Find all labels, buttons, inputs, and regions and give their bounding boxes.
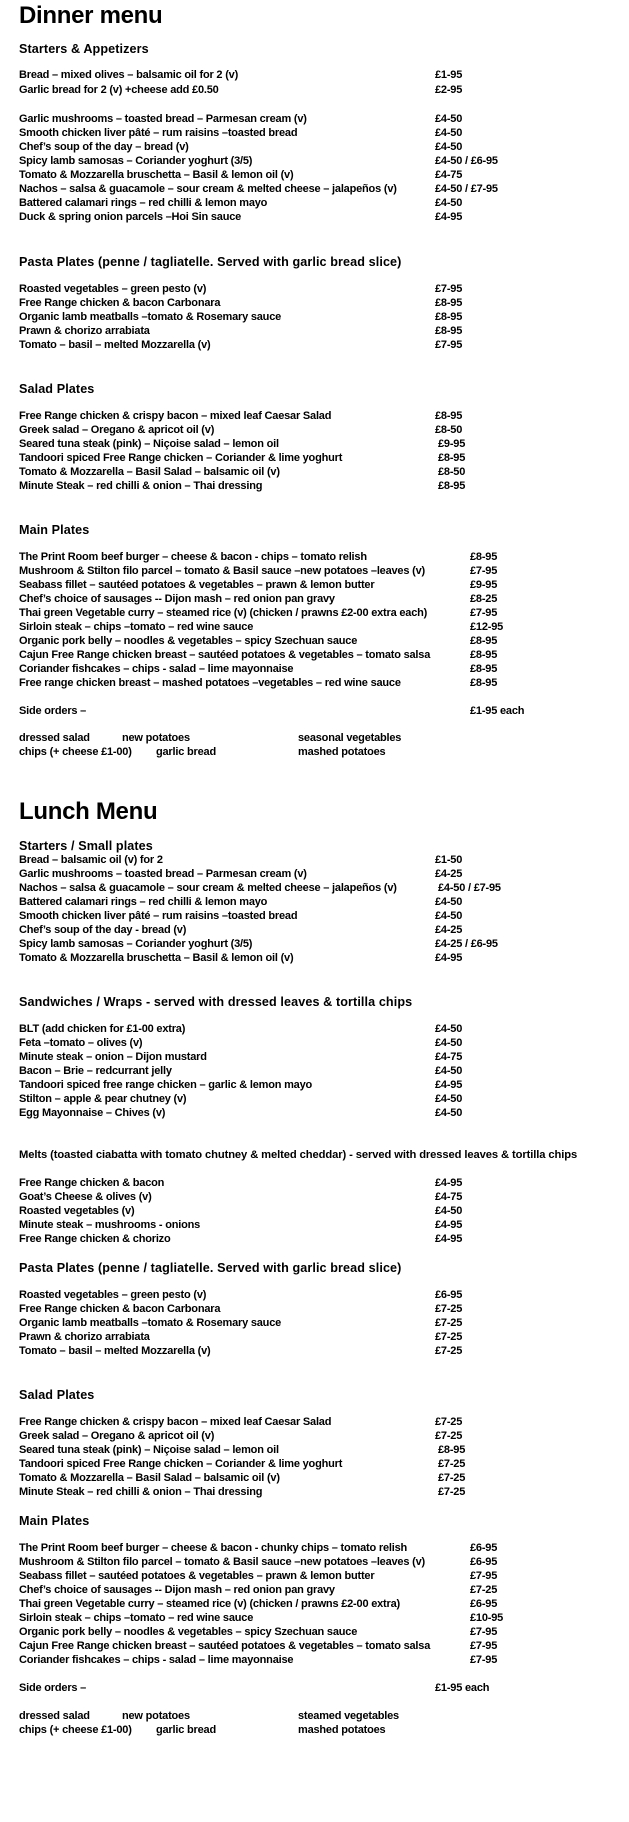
lunch-starters-item-price: £4-25 (435, 924, 463, 936)
lunch-salad-heading: Salad Plates (19, 1388, 95, 1402)
dinner-side-item: dressed salad (19, 732, 90, 744)
lunch-sandwiches-item-name: Bacon – Brie – redcurrant jelly (19, 1065, 172, 1077)
lunch-sandwiches-item-name: Stilton – apple & pear chutney (v) (19, 1093, 187, 1105)
lunch-pasta-item-name: Roasted vegetables – green pesto (v) (19, 1289, 207, 1301)
dinner-side-item: seasonal vegetables (298, 732, 402, 744)
lunch-sandwiches-heading: Sandwiches / Wraps - served with dressed leaves & tortilla chips (19, 995, 413, 1009)
lunch-melts-item-name: Roasted vegetables (v) (19, 1205, 135, 1217)
lunch-melts-item-price: £4-95 (435, 1219, 463, 1231)
lunch-pasta-item-name: Organic lamb meatballs –tomato & Rosemary sauce (19, 1317, 282, 1329)
dinner-main-item-name: Chef’s choice of sausages -- Dijon mash – red onion pan gravy (19, 593, 335, 605)
dinner-side-item: new potatoes (122, 732, 190, 744)
dinner-starters-item-name: Smooth chicken liver pâté – rum raisins –toasted bread (19, 127, 298, 139)
dinner-starters-item-name: Tomato & Mozzarella bruschetta – Basil & lemon oil (v) (19, 169, 294, 181)
lunch-sandwiches-item-name: Minute steak – onion – Dijon mustard (19, 1051, 207, 1063)
lunch-side-item: new potatoes (122, 1710, 190, 1722)
dinner-main-item-price: £12-95 (470, 621, 504, 633)
lunch-main-item-price: £6-95 (470, 1598, 498, 1610)
lunch-main-item-price: £6-95 (470, 1542, 498, 1554)
lunch-starters-item-price: £1-50 (435, 854, 463, 866)
lunch-side-orders-label: Side orders – (19, 1682, 87, 1694)
lunch-starters-item-price: £4-50 / £7-95 (438, 882, 501, 894)
lunch-starters-item-price: £4-25 (435, 868, 463, 880)
lunch-main-item-price: £7-95 (470, 1570, 498, 1582)
lunch-starters-item-name: Nachos – salsa & guacamole – sour cream & melted cheese – jalapeños (v) (19, 882, 397, 894)
dinner-pasta-item-price: £7-95 (435, 339, 463, 351)
lunch-main-item-name: The Print Room beef burger – cheese & bacon - chunky chips – tomato relish (19, 1542, 408, 1554)
dinner-main-item-price: £8-95 (470, 649, 498, 661)
lunch-melts-item-price: £4-75 (435, 1191, 463, 1203)
dinner-main-item-price: £8-95 (470, 551, 498, 563)
dinner-main-item-price: £8-95 (470, 635, 498, 647)
dinner-main-item-price: £7-95 (470, 607, 498, 619)
dinner-salad-heading: Salad Plates (19, 382, 95, 396)
dinner-starters-item-name: Garlic mushrooms – toasted bread – Parmesan cream (v) (19, 113, 307, 125)
lunch-pasta-item-price: £7-25 (435, 1317, 463, 1329)
lunch-starters-item-name: Battered calamari rings – red chilli & lemon mayo (19, 896, 268, 908)
lunch-side-orders-price: £1-95 each (435, 1682, 490, 1694)
lunch-starters-item-name: Chef’s soup of the day - bread (v) (19, 924, 187, 936)
lunch-starters-item-price: £4-25 / £6-95 (435, 938, 498, 950)
lunch-pasta-item-price: £6-95 (435, 1289, 463, 1301)
dinner-pasta-item-name: Organic lamb meatballs –tomato & Rosemary sauce (19, 311, 282, 323)
dinner-main-item-name: Mushroom & Stilton filo parcel – tomato & Basil sauce –new potatoes –leaves (v) (19, 565, 425, 577)
dinner-main-item-price: £8-95 (470, 663, 498, 675)
lunch-sandwiches-item-price: £4-75 (435, 1051, 463, 1063)
lunch-salad-item-price: £7-25 (438, 1486, 466, 1498)
lunch-side-item: chips (+ cheese £1-00) (19, 1724, 132, 1736)
lunch-side-item: steamed vegetables (298, 1710, 399, 1722)
dinner-main-item-name: Seabass fillet – sautéed potatoes & vegetables – prawn & lemon butter (19, 579, 375, 591)
lunch-main-item-name: Sirloin steak – chips –tomato – red wine sauce (19, 1612, 254, 1624)
dinner-starters-item-price: £4-50 (435, 127, 463, 139)
dinner-starters-item-price: £4-50 (435, 197, 463, 209)
dinner-pasta-item-name: Free Range chicken & bacon Carbonara (19, 297, 221, 309)
dinner-starters-heading: Starters & Appetizers (19, 42, 149, 56)
dinner-salad-item-name: Minute Steak – red chilli & onion – Thai dressing (19, 480, 263, 492)
dinner-pasta-item-price: £8-95 (435, 325, 463, 337)
lunch-starters-heading: Starters / Small plates (19, 839, 153, 853)
dinner-salad-item-price: £8-95 (438, 452, 466, 464)
lunch-salad-item-price: £7-25 (435, 1430, 463, 1442)
lunch-main-item-price: £7-25 (470, 1584, 498, 1596)
dinner-main-item-name: Organic pork belly – noodles & vegetables – spicy Szechuan sauce (19, 635, 358, 647)
lunch-main-item-name: Thai green Vegetable curry – steamed rice (v) (chicken / prawns £2-00 extra) (19, 1598, 400, 1610)
dinner-salad-item-name: Free Range chicken & crispy bacon – mixed leaf Caesar Salad (19, 410, 332, 422)
dinner-side-orders-label: Side orders – (19, 705, 87, 717)
lunch-main-item-name: Seabass fillet – sautéed potatoes & vegetables – prawn & lemon butter (19, 1570, 375, 1582)
dinner-starters-item-price: £1-95 (435, 69, 463, 81)
lunch-melts-item-price: £4-95 (435, 1233, 463, 1245)
lunch-melts-heading: Melts (toasted ciabatta with tomato chutney & melted cheddar) - served with dressed leaves & tortilla chips (19, 1149, 578, 1161)
dinner-main-item-name: Sirloin steak – chips –tomato – red wine sauce (19, 621, 254, 633)
dinner-pasta-item-name: Roasted vegetables – green pesto (v) (19, 283, 207, 295)
dinner-starters-item-name: Garlic bread for 2 (v) +cheese add £0.50 (19, 84, 219, 96)
lunch-starters-item-price: £4-95 (435, 952, 463, 964)
lunch-salad-item-price: £8-95 (438, 1444, 466, 1456)
dinner-salad-item-price: £8-95 (435, 410, 463, 422)
lunch-salad-item-price: £7-25 (435, 1416, 463, 1428)
dinner-starters-item-price: £4-75 (435, 169, 463, 181)
lunch-melts-item-name: Free Range chicken & chorizo (19, 1233, 171, 1245)
dinner-starters-item-price: £4-50 (435, 113, 463, 125)
lunch-pasta-item-price: £7-25 (435, 1345, 463, 1357)
dinner-starters-item-name: Duck & spring onion parcels –Hoi Sin sauce (19, 211, 242, 223)
dinner-main-item-price: £9-95 (470, 579, 498, 591)
dinner-salad-item-name: Tandoori spiced Free Range chicken – Coriander & lime yoghurt (19, 452, 343, 464)
lunch-starters-item-name: Bread – balsamic oil (v) for 2 (19, 854, 163, 866)
lunch-sandwiches-item-price: £4-50 (435, 1065, 463, 1077)
lunch-salad-item-name: Free Range chicken & crispy bacon – mixed leaf Caesar Salad (19, 1416, 332, 1428)
dinner-main-item-name: Thai green Vegetable curry – steamed rice (v) (chicken / prawns £2-00 extra each) (19, 607, 428, 619)
lunch-sandwiches-item-name: Tandoori spiced free range chicken – garlic & lemon mayo (19, 1079, 313, 1091)
lunch-main-item-price: £6-95 (470, 1556, 498, 1568)
lunch-starters-item-price: £4-50 (435, 896, 463, 908)
lunch-menu-title: Lunch Menu (19, 798, 158, 825)
dinner-side-item: chips (+ cheese £1-00) (19, 746, 132, 758)
lunch-main-heading: Main Plates (19, 1514, 90, 1528)
lunch-sandwiches-item-name: BLT (add chicken for £1-00 extra) (19, 1023, 186, 1035)
lunch-sandwiches-item-price: £4-95 (435, 1079, 463, 1091)
lunch-pasta-item-name: Free Range chicken & bacon Carbonara (19, 1303, 221, 1315)
lunch-main-item-name: Coriander fishcakes – chips - salad – lime mayonnaise (19, 1654, 294, 1666)
dinner-starters-item-price: £4-50 / £6-95 (435, 155, 498, 167)
dinner-main-heading: Main Plates (19, 523, 90, 537)
lunch-main-item-price: £7-95 (470, 1654, 498, 1666)
dinner-main-item-name: Free range chicken breast – mashed potatoes –vegetables – red wine sauce (19, 677, 401, 689)
lunch-pasta-item-price: £7-25 (435, 1331, 463, 1343)
dinner-main-item-name: The Print Room beef burger – cheese & bacon - chips – tomato relish (19, 551, 367, 563)
lunch-sandwiches-item-price: £4-50 (435, 1037, 463, 1049)
dinner-pasta-item-price: £8-95 (435, 311, 463, 323)
lunch-salad-item-name: Minute Steak – red chilli & onion – Thai dressing (19, 1486, 263, 1498)
dinner-salad-item-name: Tomato & Mozzarella – Basil Salad – balsamic oil (v) (19, 466, 280, 478)
dinner-starters-item-name: Chef’s soup of the day – bread (v) (19, 141, 189, 153)
lunch-main-item-price: £10-95 (470, 1612, 504, 1624)
lunch-side-item: mashed potatoes (298, 1724, 386, 1736)
lunch-sandwiches-item-price: £4-50 (435, 1107, 463, 1119)
lunch-sandwiches-item-price: £4-50 (435, 1023, 463, 1035)
dinner-starters-item-name: Nachos – salsa & guacamole – sour cream & melted cheese – jalapeños (v) (19, 183, 397, 195)
lunch-sandwiches-item-price: £4-50 (435, 1093, 463, 1105)
lunch-melts-item-name: Goat’s Cheese & olives (v) (19, 1191, 152, 1203)
lunch-pasta-item-price: £7-25 (435, 1303, 463, 1315)
lunch-main-item-name: Cajun Free Range chicken breast – sautéed potatoes & vegetables – tomato salsa (19, 1640, 431, 1652)
lunch-side-item: garlic bread (156, 1724, 216, 1736)
lunch-starters-item-name: Smooth chicken liver pâté – rum raisins –toasted bread (19, 910, 298, 922)
dinner-starters-item-price: £2-95 (435, 84, 463, 96)
lunch-starters-item-name: Tomato & Mozzarella bruschetta – Basil & lemon oil (v) (19, 952, 294, 964)
dinner-main-item-price: £8-95 (470, 677, 498, 689)
lunch-starters-item-name: Garlic mushrooms – toasted bread – Parmesan cream (v) (19, 868, 307, 880)
lunch-starters-item-price: £4-50 (435, 910, 463, 922)
lunch-main-item-price: £7-95 (470, 1640, 498, 1652)
lunch-melts-item-price: £4-50 (435, 1205, 463, 1217)
lunch-melts-item-name: Minute steak – mushrooms - onions (19, 1219, 201, 1231)
dinner-salad-item-price: £8-50 (435, 424, 463, 436)
lunch-pasta-item-name: Prawn & chorizo arrabiata (19, 1331, 150, 1343)
lunch-salad-item-name: Greek salad – Oregano & apricot oil (v) (19, 1430, 215, 1442)
lunch-pasta-item-name: Tomato – basil – melted Mozzarella (v) (19, 1345, 211, 1357)
lunch-sandwiches-item-name: Egg Mayonnaise – Chives (v) (19, 1107, 166, 1119)
lunch-pasta-heading: Pasta Plates (penne / tagliatelle. Served with garlic bread slice) (19, 1261, 402, 1275)
dinner-side-orders-price: £1-95 each (470, 705, 525, 717)
lunch-main-item-price: £7-95 (470, 1626, 498, 1638)
lunch-main-item-name: Chef’s choice of sausages -- Dijon mash – red onion pan gravy (19, 1584, 335, 1596)
dinner-main-item-name: Cajun Free Range chicken breast – sautéed potatoes & vegetables – tomato salsa (19, 649, 431, 661)
lunch-side-item: dressed salad (19, 1710, 90, 1722)
dinner-starters-item-price: £4-50 (435, 141, 463, 153)
dinner-salad-item-name: Greek salad – Oregano & apricot oil (v) (19, 424, 215, 436)
lunch-salad-item-name: Seared tuna steak (pink) – Niçoise salad – lemon oil (19, 1444, 279, 1456)
lunch-salad-item-name: Tandoori spiced Free Range chicken – Coriander & lime yoghurt (19, 1458, 343, 1470)
dinner-pasta-item-name: Tomato – basil – melted Mozzarella (v) (19, 339, 211, 351)
dinner-pasta-item-price: £7-95 (435, 283, 463, 295)
dinner-main-item-price: £7-95 (470, 565, 498, 577)
dinner-starters-item-name: Battered calamari rings – red chilli & lemon mayo (19, 197, 268, 209)
dinner-side-item: garlic bread (156, 746, 216, 758)
lunch-salad-item-name: Tomato & Mozzarella – Basil Salad – balsamic oil (v) (19, 1472, 280, 1484)
dinner-pasta-item-price: £8-95 (435, 297, 463, 309)
lunch-starters-item-name: Spicy lamb samosas – Coriander yoghurt (3/5) (19, 938, 253, 950)
lunch-salad-item-price: £7-25 (438, 1472, 466, 1484)
dinner-salad-item-price: £9-95 (438, 438, 466, 450)
dinner-starters-item-name: Spicy lamb samosas – Coriander yoghurt (3/5) (19, 155, 253, 167)
lunch-melts-item-price: £4-95 (435, 1177, 463, 1189)
dinner-pasta-heading: Pasta Plates (penne / tagliatelle. Served with garlic bread slice) (19, 255, 402, 269)
dinner-salad-item-price: £8-95 (438, 480, 466, 492)
dinner-menu-title: Dinner menu (19, 2, 163, 29)
dinner-main-item-name: Coriander fishcakes – chips - salad – lime mayonnaise (19, 663, 294, 675)
dinner-starters-item-name: Bread – mixed olives – balsamic oil for 2 (v) (19, 69, 239, 81)
lunch-salad-item-price: £7-25 (438, 1458, 466, 1470)
lunch-main-item-name: Mushroom & Stilton filo parcel – tomato & Basil sauce –new potatoes –leaves (v) (19, 1556, 425, 1568)
dinner-side-item: mashed potatoes (298, 746, 386, 758)
dinner-starters-item-price: £4-95 (435, 211, 463, 223)
lunch-main-item-name: Organic pork belly – noodles & vegetables – spicy Szechuan sauce (19, 1626, 358, 1638)
lunch-melts-item-name: Free Range chicken & bacon (19, 1177, 165, 1189)
dinner-salad-item-name: Seared tuna steak (pink) – Niçoise salad – lemon oil (19, 438, 279, 450)
dinner-starters-item-price: £4-50 / £7-95 (435, 183, 498, 195)
dinner-salad-item-price: £8-50 (438, 466, 466, 478)
dinner-pasta-item-name: Prawn & chorizo arrabiata (19, 325, 150, 337)
lunch-sandwiches-item-name: Feta –tomato – olives (v) (19, 1037, 143, 1049)
dinner-main-item-price: £8-25 (470, 593, 498, 605)
